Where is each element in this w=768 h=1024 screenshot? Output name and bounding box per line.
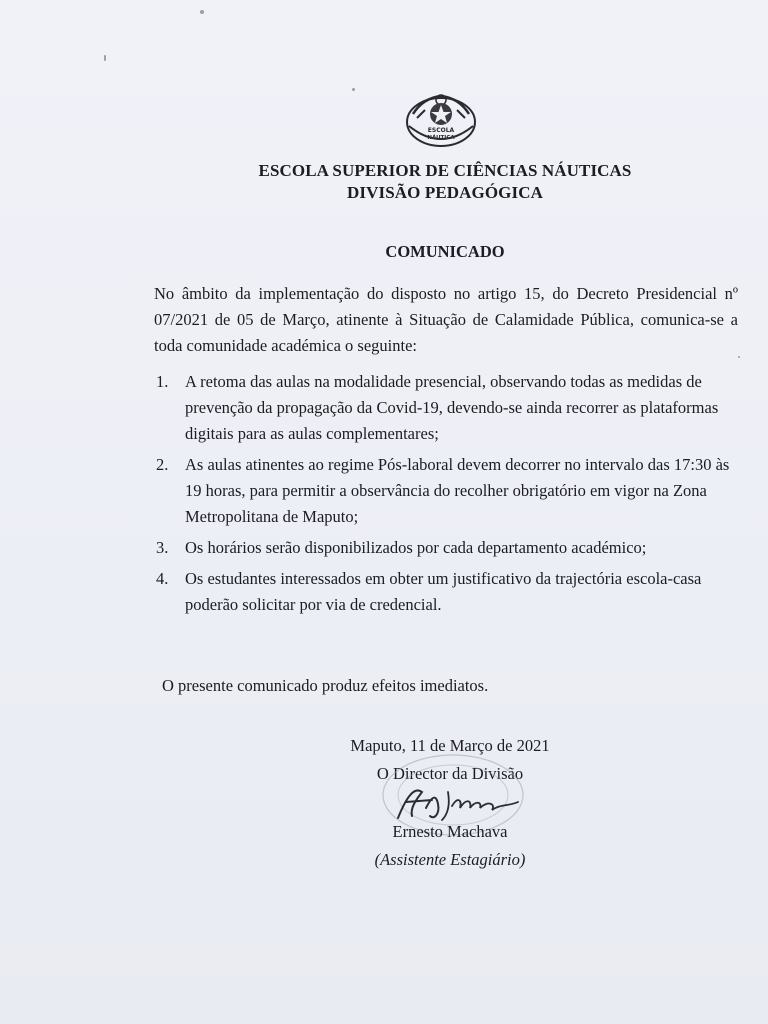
- list-item-text: Os horários serão disponibilizados por cada departamento académico;: [185, 538, 647, 557]
- list-item-text: A retoma das aulas na modalidade presencial, observando todas as medidas de prevenção da propagação da Covid-19, devendo-se ainda recorrer as plataformas digitais para as aulas complementares;: [185, 372, 719, 443]
- list-item-number: 4.: [156, 569, 169, 588]
- school-emblem-icon: [403, 88, 479, 152]
- paper-speck: [352, 88, 355, 91]
- division-name: DIVISÃO PEDAGÓGICA: [347, 183, 543, 202]
- paper-speck: [200, 10, 204, 14]
- institution-name: ESCOLA SUPERIOR DE CIÊNCIAS NÁUTICAS: [258, 161, 632, 180]
- list-item-text: As aulas atinentes ao regime Pós-laboral devem decorrer no intervalo das 17:30 às 19 horas, para permitir a observância do recolher obrigatório em vigor na Zona Metropolitana de Maputo;: [185, 455, 730, 526]
- list-item-text: Os estudantes interessados em obter um justificativo da trajectória escola-casa poderão solicitar por via de credencial.: [185, 569, 702, 614]
- list-item: [154, 369, 738, 447]
- document-title: COMUNICADO: [385, 242, 505, 261]
- list-item-number: 2.: [156, 455, 169, 474]
- closing-statement: O presente comunicado produz efeitos imediatos.: [162, 676, 489, 695]
- svg-text:ESCOLA: ESCOLA: [427, 127, 455, 134]
- signer-name: Ernesto Machava: [392, 822, 508, 841]
- list-item-number: 1.: [156, 372, 169, 391]
- document-header: [150, 160, 740, 204]
- intro-paragraph: No âmbito da implementação do disposto no artigo 15, do Decreto Presidencial nº 07/2021 de 05 de Março, atinente à Situação de Calamidade Pública, comunica-se a toda comunidade académica o seguinte:: [154, 284, 738, 355]
- list-item: [154, 535, 738, 561]
- list-item-number: 3.: [156, 538, 169, 557]
- announcement-list: [154, 369, 738, 623]
- list-item: [154, 566, 738, 618]
- list-item: [154, 452, 738, 530]
- signer-title: (Assistente Estagiário): [374, 850, 526, 869]
- paper-speck: [738, 356, 740, 358]
- svg-text:NÁUTICA: NÁUTICA: [427, 135, 455, 141]
- paper-speck: [104, 55, 106, 61]
- place-date: Maputo, 11 de Março de 2021: [350, 736, 550, 755]
- signer-role: O Director da Divisão: [376, 764, 524, 783]
